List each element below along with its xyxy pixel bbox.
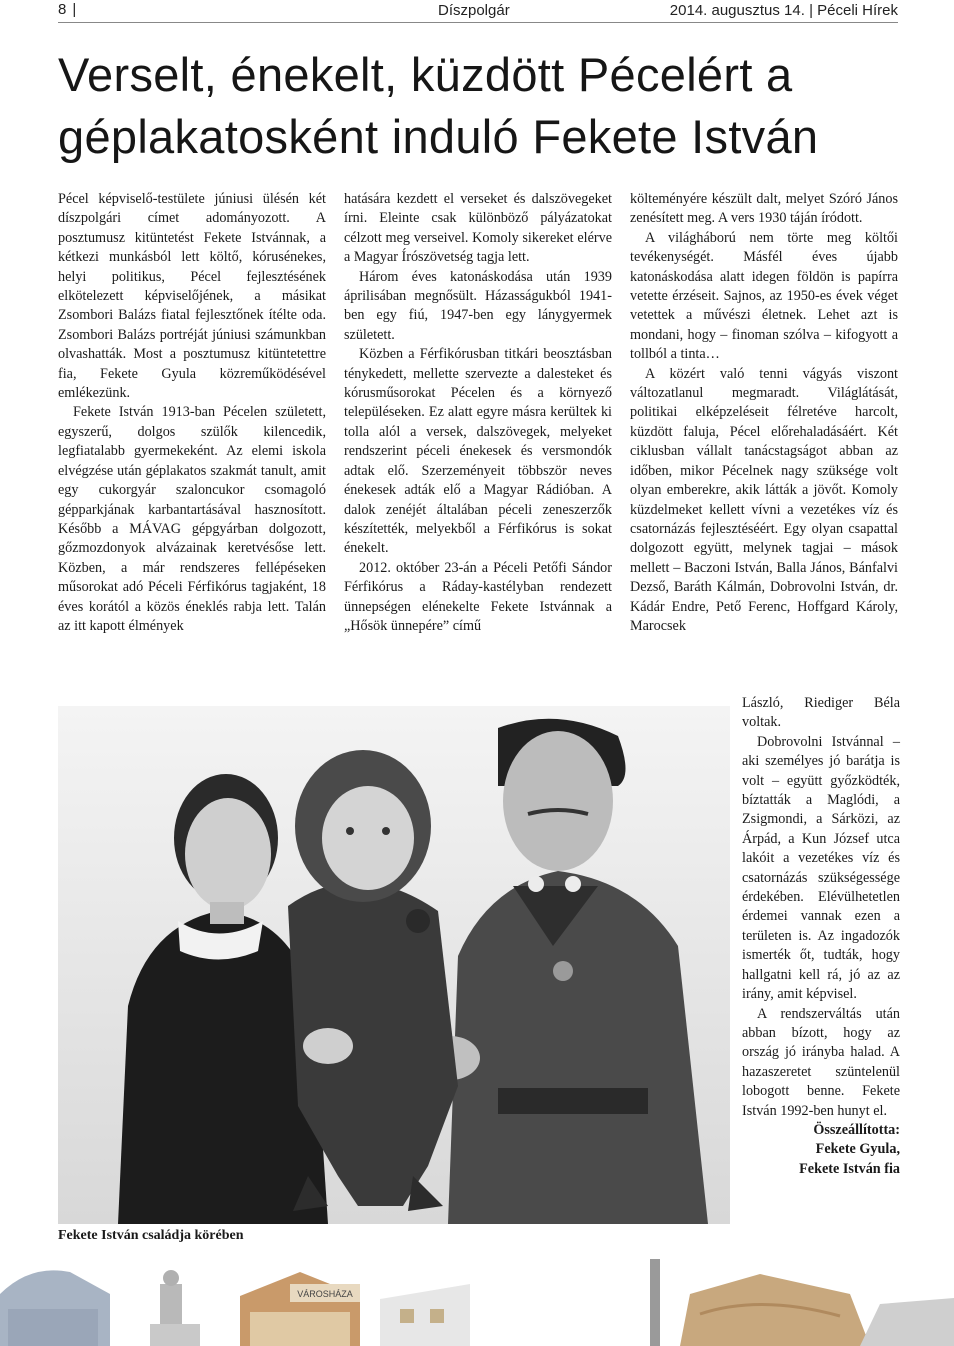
publication-name: Péceli Hírek: [817, 2, 898, 19]
issue-info: 2014. augusztus 14. | Péceli Hírek: [669, 2, 898, 19]
paragraph: László, Riediger Béla voltak.: [742, 695, 900, 731]
paragraph: Fekete István 1913-ban Pécelen született, egyszerű, dolgos szülők kilencedik, legfiatalabb gyermekeként. Az elemi iskola elvégzése után géplakatos szakmát tanult, amit egy cukorgyár szaloncukor csomagoló gépparkjának karbantartásával hasznosított. Később a MÁVAG gépgyárban dolgozott, gőzmozdonyok alvázainak keretvésőse lett. Közben, a már rendszeres fellépéseken műsorokat adó Péceli Férfikórus tagjaként, 18 éves korától a közös éneklés rabja lett. Talán az itt kapott élmények: [58, 404, 326, 634]
paragraph: költeményére készült dalt, melyet Szóró János zenésített meg. A vers 1930 táján íródott.: [630, 191, 898, 227]
section-title: Díszpolgár: [438, 2, 510, 19]
article-column-1: [58, 190, 326, 636]
issue-date: 2014. augusztus 14.: [669, 2, 805, 19]
family-photo: [58, 706, 730, 1224]
paragraph: Közben a Férfikórusban titkári beosztásban ténykedett, mellette szervezte a dalesteket és kórusműsorokat Pécelen és a környező településeken. Ez alatt egyre másra kerültek ki tolla alól a versek, dalszövegek, melyeket rendszerint péceli énekesek és versmondók adtak elő. Szerzeményeit többször neves énekesek adták elő a Magyar Rádióban. A dalok zenéjét általában péceli zeneszerzők készítették, melyekből a Férfikórus is sokat énekelt.: [344, 346, 612, 557]
photo-caption: Fekete István családja körében: [58, 1228, 244, 1243]
paragraph: A rendszerváltás után abban bízott, hogy az ország jó irányba halad. A hazaszeretet szüntelenül lobogott benne. Fekete István 1992-ben hunyt el.: [742, 1005, 900, 1119]
article-column-3-continued: [742, 694, 900, 1179]
town-buildings-illustration: [0, 1254, 954, 1346]
page-header: [58, 0, 898, 23]
author-credit: Összeállította: Fekete Gyula, Fekete István fia: [799, 1121, 900, 1177]
page-number: 8 |: [58, 1, 77, 18]
building-sign: VÁROSHÁZA: [297, 1289, 353, 1299]
paragraph: 2012. október 23-án a Péceli Petőfi Sándor Férfikórus a Ráday-kastélyban rendezett ünnepségen elénekelte Fekete Istvánnak a „Hősök ünnepére” című: [344, 559, 612, 634]
paragraph: hatására kezdett el verseket és dalszövegeket írni. Eleinte csak különböző pályázatokat célzott meg verseivel. Komoly sikereket elérve a Magyar Írószövetség tagja lett.: [344, 191, 612, 266]
paragraph: A világháború nem törte meg költői tevékenységét. Másfél éves újabb katonáskodása alatt idegen földön is papírra vetette érzéseit. Sajnos, az 1950-es évek véget vetettek a művészi életnek. Lehet azt is mondani, hogy – finoman szólva – kifogyott a tollból a tinta…: [630, 229, 898, 363]
paragraph: Dobrovolni Istvánnal – aki személyes jó barátja is volt – együtt győzködték, bíztatták a Maglódi, a Zsigmondi, a Sárközi, az Árpád, a Kun József utca lakóit a vezetékes víz és csatornázás szükségessége érdekében. Elévülhetetlen érdemei vannak ezen a területen is. Az ingadozók ismerték őt, tudták, hogy hallgatni kell rá, jó az az irány, amit képvisel.: [742, 733, 900, 1003]
paragraph: Pécel képviselő-testülete júniusi ülésén két díszpolgári címet adományozott. A posztumusz kitüntetést Fekete Istvánnak, a kétkezi munkásból lett költő, kórusénekes, helyi politikus, Pécel fejlesztésének elkötelezett képviselőjének, a másikat Zsombori Balázs fiatal fejlesztőnek ítélte oda. Zsombori Balázs portréját júniusi számunkban olvashatták. Most a posztumusz kitüntetettre fia, Fekete Gyula közreműködésével emlékezünk.: [58, 191, 326, 402]
article-column-3: [630, 190, 898, 636]
family-photo-illustration: [58, 706, 730, 1224]
footer-town-banner: [0, 1254, 954, 1346]
paragraph: A közért való tenni vágyás viszont változatlanul megmaradt. Világlátását, politikai elképzeléseit félretéve harcolt, küzdött faluja, Pécel előrehaladásáért. Két ciklusban vállalt tanácstagságot abban az időben, mikor Pécelnek nagy szüksége volt olyan emberekre, akik látták a jövőt. Komoly küzdelmeket kellett vívni a vezetékes víz és csatornázás fejlesztéséért. Egy olyan csapattal dolgozott együtt, melynek tagjai – mások mellett – Baczoni István, Balla János, Bánfalvi Dezső, Baráth Kálmán, Dobrovolni István, dr. Kádár Endre, Pető Ferenc, Hoffgard Károly, Marocsek: [630, 365, 898, 634]
article-headline: Verselt, énekelt, küzdött Pécelért a géplakatosként induló Fekete István: [58, 48, 819, 163]
article-column-2: [344, 190, 612, 636]
paragraph: Három éves katonáskodása után 1939 áprilisában megnősült. Házasságukból 1941-ben egy fiú, 1947-ben egy lánygyermek született.: [344, 268, 612, 343]
